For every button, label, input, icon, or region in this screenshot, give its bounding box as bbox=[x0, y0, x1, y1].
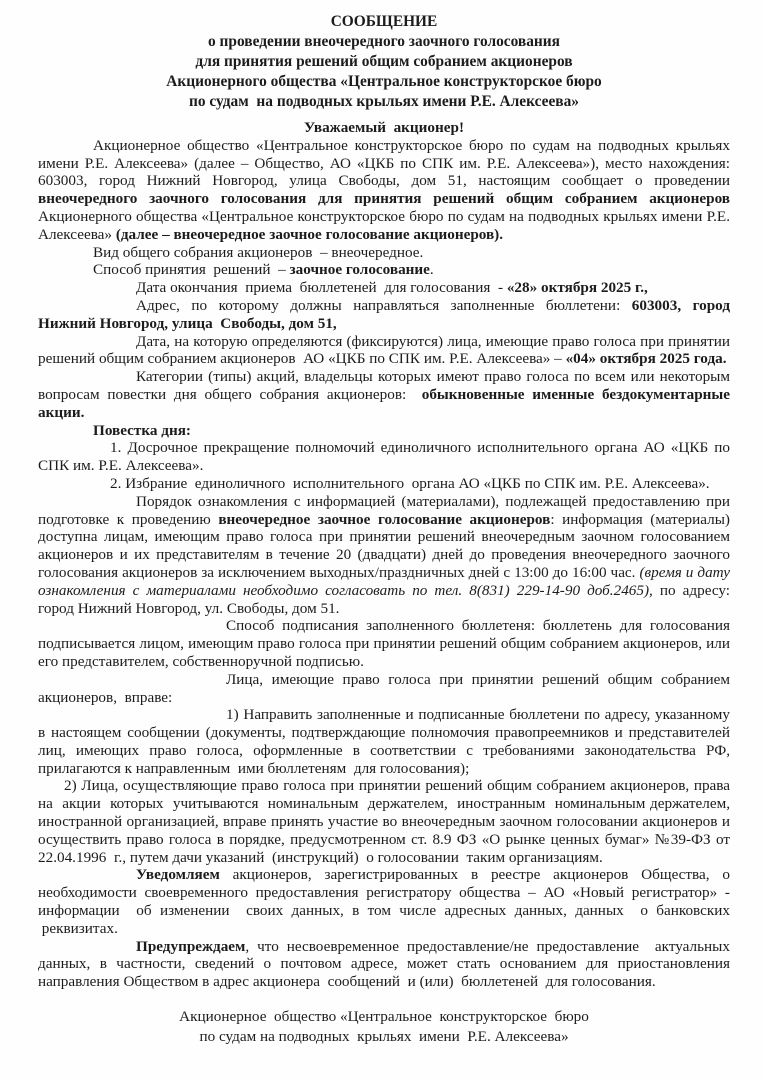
para-option-1: 1) Направить заполненные и подписанные бюллетени по адресу, указанному в настоящем сообщении (документы, подтверждающие полномочия правопреемников и представителей лиц, имеющих право голоса, оформленные в соответствии с требованиями законодательства РФ, прилагаются к направленным ими бюллетеням для голосования); bbox=[38, 706, 730, 777]
agenda-item-1: 1. Досрочное прекращение полномочий единоличного исполнительного органа АО «ЦКБ по СПК им. Р.Е. Алексеева». bbox=[38, 439, 730, 475]
footer-line-2: по судам на подводных крыльях имени Р.Е. Алексеева» bbox=[199, 1028, 569, 1046]
bold-text-run: внеочередного заочного голосования для принятия решений общим собранием акционеров bbox=[38, 190, 730, 208]
para-intro bbox=[38, 137, 730, 244]
text-run: Акционерного общества «Центральное конструкторское бюро по судам на подводных крыльях имени Р.Е. Алексеева» bbox=[38, 207, 730, 243]
footer-line-1: Акционерное общество «Центральное конструкторское бюро bbox=[179, 1008, 589, 1026]
para-ballot-deadline bbox=[38, 279, 730, 297]
para-share-categories bbox=[38, 368, 730, 421]
text-run: Способ принятия решений – bbox=[93, 261, 290, 279]
para-ballot-signing: Способ подписания заполненного бюллетеня: бюллетень для голосования подписывается лицом, имеющим право голоса при принятии решений общим собранием акционеров, или его представителем, собственноручной подписью. bbox=[38, 617, 730, 670]
text-run: Адрес, по которому должны направляться заполненные бюллетени: bbox=[136, 296, 632, 314]
bold-text-run: «04» октября 2025 года. bbox=[565, 350, 727, 368]
doc-title-line-3: для принятия решений общим собранием акционеров bbox=[195, 53, 573, 70]
bold-text-run: «28» октября 2025 г., bbox=[506, 279, 648, 297]
doc-title-line-4: Акционерного общества «Центральное конструкторское бюро bbox=[166, 73, 602, 90]
text-run: . bbox=[429, 261, 434, 279]
doc-title-line-2: о проведении внеочередного заочного голосования bbox=[208, 33, 560, 50]
para-option-2: 2) Лица, осуществляющие право голоса при принятии решений общим собранием акционеров, права на акции которых учитываются номинальным держателем, иностранным номинальным держателем, иностранной организацией, вправе принять участие во внеочередным заочном голосовании акционеров и осуществить право голоса в порядке, предусмотренном ст. 8.9 ФЗ «О рынке ценных бумаг» №39-ФЗ от 22.04.1996 г., путем дачи указаний (инструкций) о голосовании таким организациям. bbox=[38, 777, 730, 866]
text-run: Порядок ознакомления с информацией (материалами), подлежащей предоставлению при подготовке к проведению bbox=[38, 492, 730, 528]
bold-text-run: Уведомляем bbox=[136, 866, 220, 884]
bold-text-run: обыкновенные именные бездокументарные акции. bbox=[38, 385, 730, 421]
para-ballot-address bbox=[38, 297, 730, 333]
bold-text-run: заочное голосование bbox=[289, 261, 430, 279]
bold-text-run: внеочередное заочное голосование акционеров bbox=[218, 510, 551, 528]
agenda-item-2: 2. Избрание единоличного исполнительного органа АО «ЦКБ по СПК им. Р.Е. Алексеева». bbox=[110, 474, 710, 492]
salutation-heading: Уважаемый акционер! bbox=[303, 119, 465, 136]
para-registrar-notice bbox=[38, 866, 730, 937]
text-run: Акционерное общество «Центральное конструкторское бюро по судам на подводных крыльях имени Р.Е. Алексеева» (далее – Общество, АО «ЦКБ по СПК им. Р.Е. Алексеева»), место нахождения: 603003, город Нижний Новгород, улица Свободы, дом 51, настоящим сообщает о проведении bbox=[38, 136, 730, 190]
text-run: , по адресу: город Нижний Новгород, ул. Свободы, дом 51. bbox=[38, 581, 731, 617]
doc-title-line-5: по судам на подводных крыльях имени Р.Е. Алексеева» bbox=[189, 93, 579, 110]
text-run: акционеров, зарегистрированных в реестре акционеров Общества, о необходимости своевременного предоставления регистратору общества – АО «Новый регистратор» - информации об изменении своих данных, в том числе адресных данных, данных о банковских реквизитах. bbox=[38, 866, 730, 937]
text-run: , что несвоевременное предоставление/не предоставление актуальных данных, в частности, сведений о почтовом адресе, может стать основанием для приостановления направления Обществом в адрес акционера сообщений и (или) бюллетеней для голосования. bbox=[38, 937, 730, 991]
text-run: Дата, на которую определяются (фиксируются) лица, имеющие право голоса при принятии решений общим собранием акционеров АО «ЦКБ по СПК им. Р.Е. Алексеева» – bbox=[38, 332, 730, 368]
para-voting-rights-intro: Лица, имеющие право голоса при принятии решений общим собранием акционеров, вправе: bbox=[38, 670, 730, 706]
text-run: : информация (материалы) доступна лицам, имеющим право голоса при принятии решений внеочередным заочном голосованием акционеров и их представителям в течение 20 (двадцати) дней до проведения внеочередного заочного голосования акционеров за исключением выходных/праздничных дней с 13:00 до 16:00 час. bbox=[38, 510, 730, 581]
para-decision-method bbox=[38, 261, 730, 279]
bold-text-run: 603003, город Нижний Новгород, улица Свободы, дом 51, bbox=[38, 296, 730, 332]
para-warning bbox=[38, 938, 730, 991]
italic-text-run: (время и дату ознакомления с материалами необходимо согласовать по тел. 8(831) 229-14-90 доб.2465) bbox=[38, 563, 730, 599]
bold-text-run: (далее – внеочередное заочное голосование акционеров). bbox=[115, 225, 504, 243]
document-header bbox=[38, 12, 730, 112]
text-run: Дата окончания приема бюллетеней для голосования - bbox=[136, 279, 507, 297]
footer-company-name bbox=[38, 1007, 730, 1047]
para-record-date bbox=[38, 333, 730, 369]
doc-title: СООБЩЕНИЕ bbox=[330, 13, 438, 30]
agenda-heading: Повестка дня: bbox=[93, 421, 191, 439]
para-materials-access bbox=[38, 493, 730, 618]
text-run: Категории (типы) акций, владельцы которых имеют право голоса по всем или некоторым вопросам повестки дня общего собрания акционеров: bbox=[38, 368, 730, 403]
bold-text-run: Предупреждаем bbox=[136, 937, 246, 955]
para-meeting-type: Вид общего собрания акционеров – внеочередное. bbox=[93, 243, 424, 261]
